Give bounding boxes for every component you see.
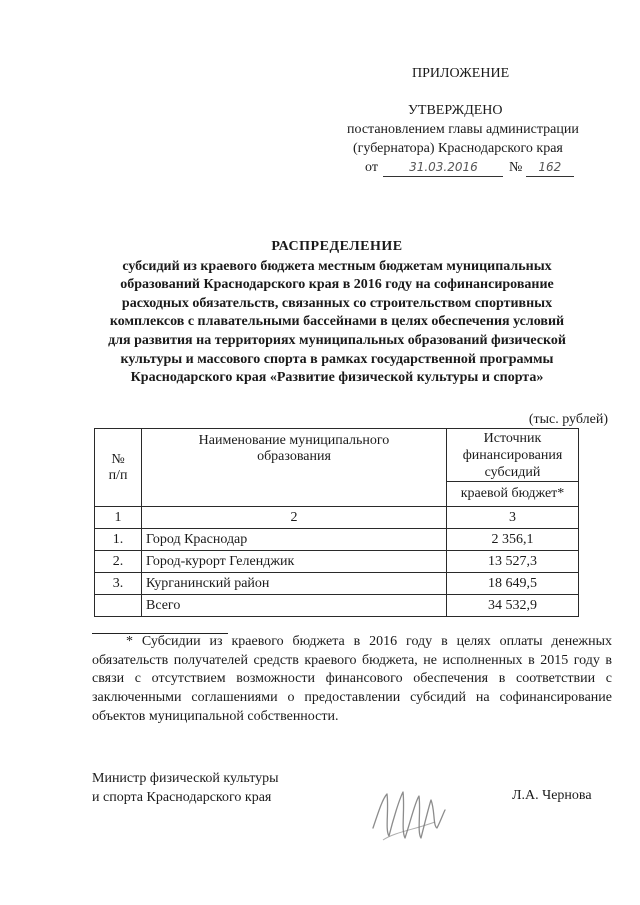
signatory-position <box>92 769 279 807</box>
total-label: Всего <box>142 595 447 617</box>
row-num: 2. <box>95 551 142 573</box>
table-header-row <box>95 429 579 482</box>
title-line: комплексов с плавательными бассейнами в целях обеспечения условий <box>109 314 565 330</box>
title-line: расходных обязательств, связанных со строительством спортивных <box>121 295 553 311</box>
colnum-cell: 3 <box>447 507 579 529</box>
colnum-cell: 1 <box>95 507 142 529</box>
approved-label: УТВЕРЖДЕНО <box>408 103 503 118</box>
table-row <box>95 573 579 595</box>
table-colnum-row <box>95 507 579 529</box>
title-main: РАСПРЕДЕЛЕНИЕ <box>271 239 403 254</box>
row-amount: 2 356,1 <box>447 529 579 551</box>
approval-date: 31.03.2016 <box>409 160 478 174</box>
approval-line-2: (губернатора) Краснодарского края <box>353 141 563 156</box>
row-amount: 13 527,3 <box>447 551 579 573</box>
header-name <box>142 429 447 507</box>
header-regional-budget: краевой бюджет* <box>447 482 579 507</box>
title-line: для развития на территориях муниципальных образований физической <box>108 332 566 348</box>
approval-number-field <box>526 160 574 177</box>
row-name: Курганинский район <box>142 573 447 595</box>
total-amount: 34 532,9 <box>447 595 579 617</box>
colnum-cell: 2 <box>142 507 447 529</box>
total-num <box>95 595 142 617</box>
row-num: 3. <box>95 573 142 595</box>
handwritten-signature <box>365 770 455 850</box>
approval-date-field <box>383 160 503 177</box>
row-name: Город Краснодар <box>142 529 447 551</box>
approval-date-line <box>365 160 574 177</box>
signatory-name: Л.А. Чернова <box>512 788 592 803</box>
title-line: образований Краснодарского края в 2016 году на софинансирование <box>120 277 554 293</box>
from-label: от <box>365 160 378 175</box>
table-row <box>95 529 579 551</box>
footnote-text: * Субсидии из краевого бюджета в 2016 году в целях оплаты денежных обязательств получателей средств краевого бюджета, не исполненных в 2015 году в связи с отсутствием возможности финансового обеспечения в соответствии с заключенными соглашениями о предоставлении субсидий на софинансирование объектов муниципальной собственности. <box>92 634 612 724</box>
approval-number: 162 <box>538 160 562 174</box>
position-line: и спорта Краснодарского края <box>92 790 272 805</box>
header-source-line: финансирования <box>462 447 563 463</box>
table-total-row <box>95 595 579 617</box>
row-num: 1. <box>95 529 142 551</box>
units-label: (тыс. рублей) <box>528 412 608 427</box>
header-name-line: образования <box>257 449 331 464</box>
table-row <box>95 551 579 573</box>
distribution-table <box>94 428 579 617</box>
row-amount: 18 649,5 <box>447 573 579 595</box>
header-source-line: субсидий <box>484 464 541 480</box>
header-source <box>447 429 579 482</box>
number-label: № <box>508 160 523 175</box>
footnote <box>92 633 612 727</box>
header-num-line: № <box>111 451 125 467</box>
appendix-label: ПРИЛОЖЕНИЕ <box>412 66 510 81</box>
header-source-line: Источник <box>483 430 542 446</box>
header-name-line: Наименование муниципального <box>198 433 390 448</box>
approval-line-1: постановлением главы администрации <box>347 122 579 137</box>
position-line: Министр физической культуры <box>92 771 279 786</box>
header-num-line: п/п <box>108 467 128 483</box>
row-name: Город-курорт Геленджик <box>142 551 447 573</box>
title-line: культуры и массового спорта в рамках государственной программы <box>120 351 554 367</box>
document-title <box>96 238 578 388</box>
header-num <box>95 429 142 507</box>
title-line: субсидий из краевого бюджета местным бюджетам муниципальных <box>122 258 552 274</box>
title-line: Краснодарского края «Развитие физической культуры и спорта» <box>130 370 544 386</box>
